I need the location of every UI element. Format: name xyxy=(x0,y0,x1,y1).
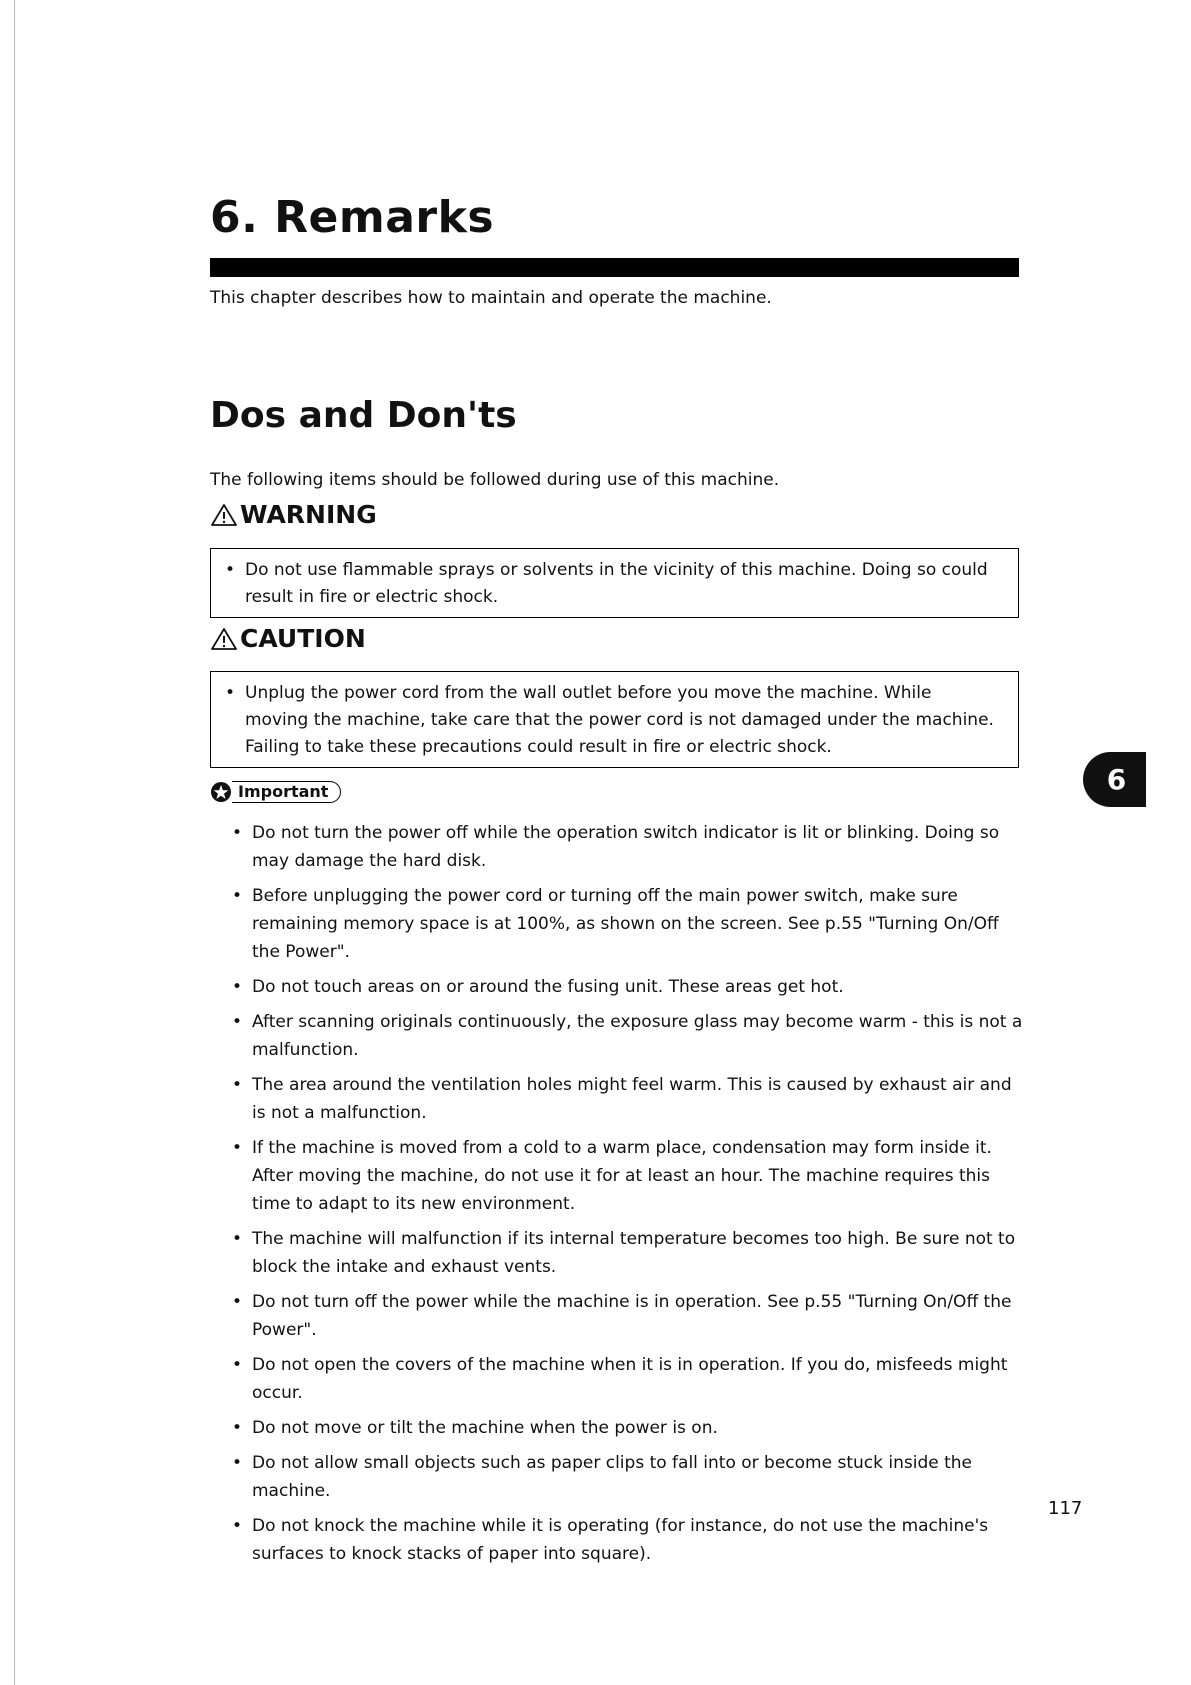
warning-heading xyxy=(210,502,377,527)
section-title: Dos and Don'ts xyxy=(210,395,517,436)
important-list-item: • Do not open the covers of the machine when it is in operation. If you do, misfeeds might occur. xyxy=(232,1351,1027,1407)
warning-triangle-icon xyxy=(210,503,238,527)
page-number: 117 xyxy=(1048,1498,1083,1519)
warning-label: WARNING xyxy=(240,500,377,529)
page-edge-line xyxy=(14,0,15,1685)
warning-triangle-icon xyxy=(210,627,238,651)
important-list xyxy=(232,819,1027,1575)
important-list-item: • The machine will malfunction if its internal temperature becomes too high. Be sure not to block the intake and exhaust vents. xyxy=(232,1225,1027,1281)
important-list-item: • After scanning originals continuously, the exposure glass may become warm - this is not a malfunction. xyxy=(232,1008,1027,1064)
chapter-thumb-tab: 6 xyxy=(1083,752,1146,807)
important-list-item: • Do not turn the power off while the operation switch indicator is lit or blinking. Doing so may damage the hard disk. xyxy=(232,819,1027,875)
chapter-title-rule xyxy=(210,258,1019,277)
caution-heading xyxy=(210,626,366,651)
warning-box xyxy=(210,548,1019,618)
caution-label: CAUTION xyxy=(240,624,366,653)
section-intro: The following items should be followed during use of this machine. xyxy=(210,470,780,490)
important-list-item: • Do not move or tilt the machine when the power is on. xyxy=(232,1414,1027,1442)
important-list-item: • Do not turn off the power while the machine is in operation. See p.55 "Turning On/Off the Power". xyxy=(232,1288,1027,1344)
important-list-item: • The area around the ventilation holes might feel warm. This is caused by exhaust air and is not a malfunction. xyxy=(232,1071,1027,1127)
important-star-icon xyxy=(210,781,232,803)
important-label xyxy=(210,780,341,804)
important-list-item: • Do not knock the machine while it is operating (for instance, do not use the machine's surfaces to knock stacks of paper into square). xyxy=(232,1512,1027,1568)
important-label-text: Important xyxy=(232,781,341,803)
important-list-item: • Do not touch areas on or around the fusing unit. These areas get hot. xyxy=(232,973,1027,1001)
important-list-item: • Do not allow small objects such as paper clips to fall into or become stuck inside the machine. xyxy=(232,1449,1027,1505)
chapter-intro: This chapter describes how to maintain and operate the machine. xyxy=(210,288,772,308)
caution-item: • Unplug the power cord from the wall outlet before you move the machine. While moving the machine, take care that the power cord is not damaged under the machine. Failing to take these precautions could result in fire or electric shock. xyxy=(245,680,996,761)
warning-item: • Do not use flammable sprays or solvents in the vicinity of this machine. Doing so could result in fire or electric shock. xyxy=(245,557,996,611)
caution-box xyxy=(210,671,1019,768)
important-list-item: • Before unplugging the power cord or turning off the main power switch, make sure remaining memory space is at 100%, as shown on the screen. See p.55 "Turning On/Off the Power". xyxy=(232,882,1027,966)
important-list-item: • If the machine is moved from a cold to a warm place, condensation may form inside it. After moving the machine, do not use it for at least an hour. The machine requires this time to adapt to its new environment. xyxy=(232,1134,1027,1218)
chapter-title: 6. Remarks xyxy=(210,192,495,243)
